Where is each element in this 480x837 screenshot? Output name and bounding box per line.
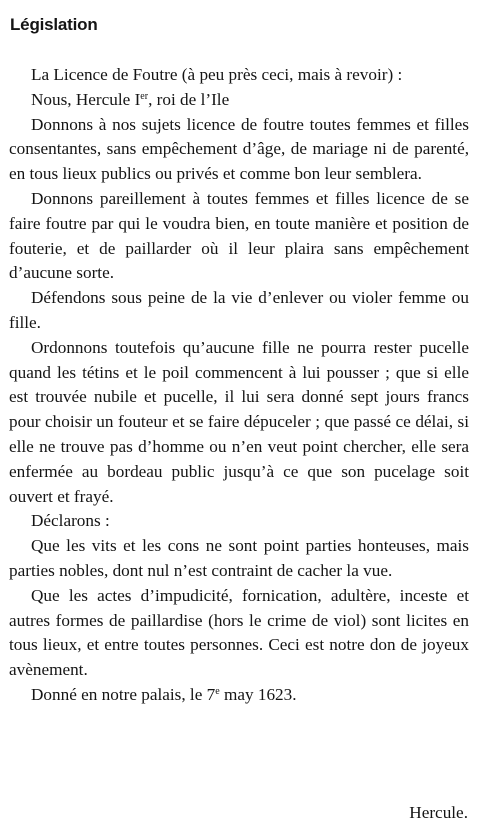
- intro-line: La Licence de Foutre (à peu près ceci, mais à revoir) :: [31, 65, 403, 84]
- sovereign-line: [9, 88, 469, 113]
- paragraph-declaration-heading: Déclarons :: [31, 511, 110, 531]
- paragraph-declaration-one: Que les vits et les cons ne sont point parties honteuses, mais parties nobles, dont nul n’est contraint de cacher la vue.: [9, 536, 469, 580]
- sovereign-ordinal: er: [140, 90, 149, 102]
- signature: Hercule.: [409, 803, 468, 822]
- dated-ordinal: e: [215, 685, 220, 697]
- dated-prefix: Donné en notre palais, le 7: [31, 684, 216, 704]
- paragraph-licence-men: Donnons à nos sujets licence de foutre toutes femmes et filles consentantes, sans empêchement d’âge, de mariage ni de parenté, en tous lieux publics ou privés et comme bon leur semblera.: [9, 114, 469, 184]
- paragraph-ordinance: Ordonnons toutefois qu’aucune fille ne pourra rester pucelle quand les tétins et le poil commencent à lui pousser ; que si elle est trouvée nubile et pucelle, il lui sera donné sept jours francs pour choisir un fouteur et se faire dépuceler ; que passé ce délai, si elle ne trouve pas d’homme ou n’en veut point chercher, elle sera enfermée au bordeau public jusqu’à ce que son pucelage soit ouvert et frayé.: [9, 337, 469, 506]
- dated-suffix: may 1623.: [219, 684, 297, 704]
- section-heading: Législation: [10, 15, 98, 34]
- sovereign-suffix: , roi de l’Ile: [148, 89, 230, 109]
- paragraph-prohibition: Défendons sous peine de la vie d’enlever ou violer femme ou fille.: [9, 288, 469, 332]
- dated-line: [9, 683, 469, 708]
- paragraph-licence-women: Donnons pareillement à toutes femmes et filles licence de se faire foutre par qui le voudra bien, en toute manière et position de fouterie, et de paillarder où il leur plaira sans empêchement d’aucune sorte.: [9, 188, 469, 283]
- document-body: [9, 63, 469, 708]
- paragraph-declaration-two: Que les actes d’impudicité, fornication, adultère, inceste et autres formes de paillardise (hors le crime de viol) sont licites en tous lieux, et entre toutes personnes. Ceci est notre don de joyeux avènement.: [9, 585, 469, 680]
- sovereign-prefix: Nous, Hercule I: [31, 89, 141, 109]
